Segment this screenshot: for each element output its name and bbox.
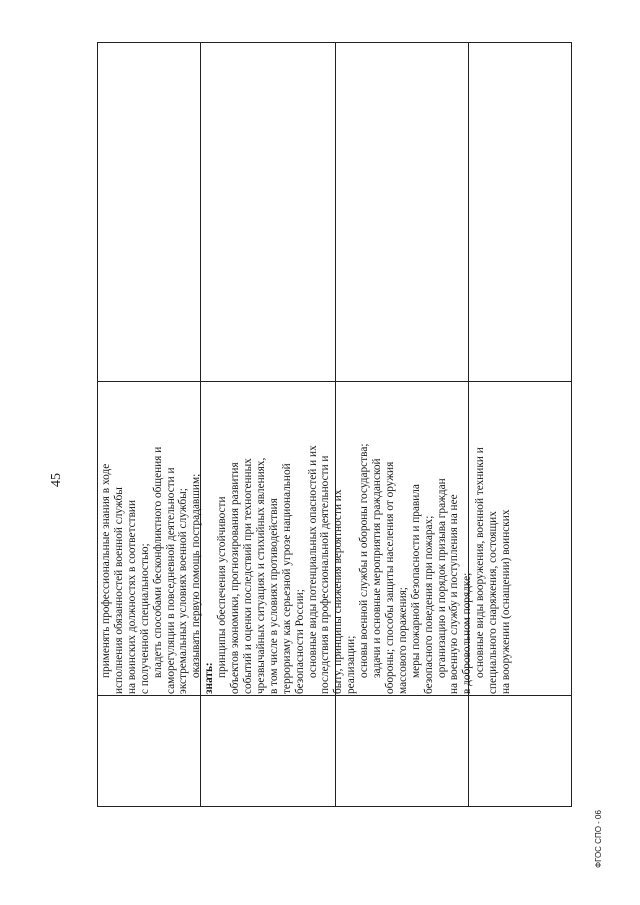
- footer-code: ФГОС СПО - 06: [594, 810, 603, 868]
- text-line: в том числе в условиях противодействия: [267, 498, 280, 694]
- section-heading: знать:: [203, 662, 216, 694]
- text-line: основные виды потенциальных опасностей и их: [306, 445, 319, 678]
- text-line: основные виды вооружения, военной техники и: [474, 447, 487, 678]
- text-line: экстремальных условиях военной службы;: [177, 488, 190, 694]
- text-line: последствия в профессиональной деятельности и: [319, 455, 332, 694]
- text-line: с полученной специальностью;: [138, 543, 151, 694]
- competency-cell: [100, 386, 513, 694]
- text-line: безопасности России;: [293, 589, 306, 694]
- text-line: в добровольном порядке;: [461, 572, 474, 694]
- text-line: применять профессиональные знания в ходе: [100, 463, 112, 678]
- curriculum-table: [97, 42, 572, 807]
- text-line: чрезвычайных ситуациях и стихийных явлениях,: [254, 457, 267, 694]
- text-line: массового поражения;: [396, 587, 409, 694]
- text-line: организацию и порядок призыва граждан: [435, 478, 448, 678]
- text-line: меры пожарной безопасности и правила: [409, 484, 422, 678]
- text-line: исполнения обязанностей военной службы: [112, 487, 125, 694]
- text-line: на вооружении (оснащении) воинских: [500, 509, 513, 694]
- text-line: терроризму как серьезной угрозе национальной: [280, 463, 293, 694]
- text-line: специального снаряжения, состоящих: [487, 511, 500, 694]
- text-line: объектов экономики, прогнозирования развития: [229, 462, 242, 694]
- text-line: на военную службу и поступления на нее: [448, 494, 461, 694]
- text-line: быту, принципы снижения вероятности их: [332, 489, 345, 694]
- text-line: обороны; способы защиты населения от оружия: [383, 461, 396, 694]
- text-line: на воинских должностях в соответствии: [125, 499, 138, 694]
- text-line: задачи и основные мероприятия гражданской: [371, 458, 384, 678]
- text-line: безопасного поведения при пожарах;: [422, 515, 435, 694]
- rotated-page: [97, 42, 572, 807]
- text-line: оказывать первую помощь пострадавшим;: [190, 473, 203, 678]
- text-line: реализации;: [345, 635, 358, 694]
- text-line: основы военной службы и обороны государства;: [358, 443, 371, 678]
- text-line: событий и оценки последствий при техногенных: [241, 458, 254, 694]
- text-line: принципы обеспечения устойчивости: [216, 496, 229, 678]
- text-line: владеть способами бесконфликтного общения и: [151, 446, 164, 678]
- page-number: 45: [49, 473, 64, 487]
- text-line: саморегуляции в повседневной деятельности и: [164, 467, 177, 694]
